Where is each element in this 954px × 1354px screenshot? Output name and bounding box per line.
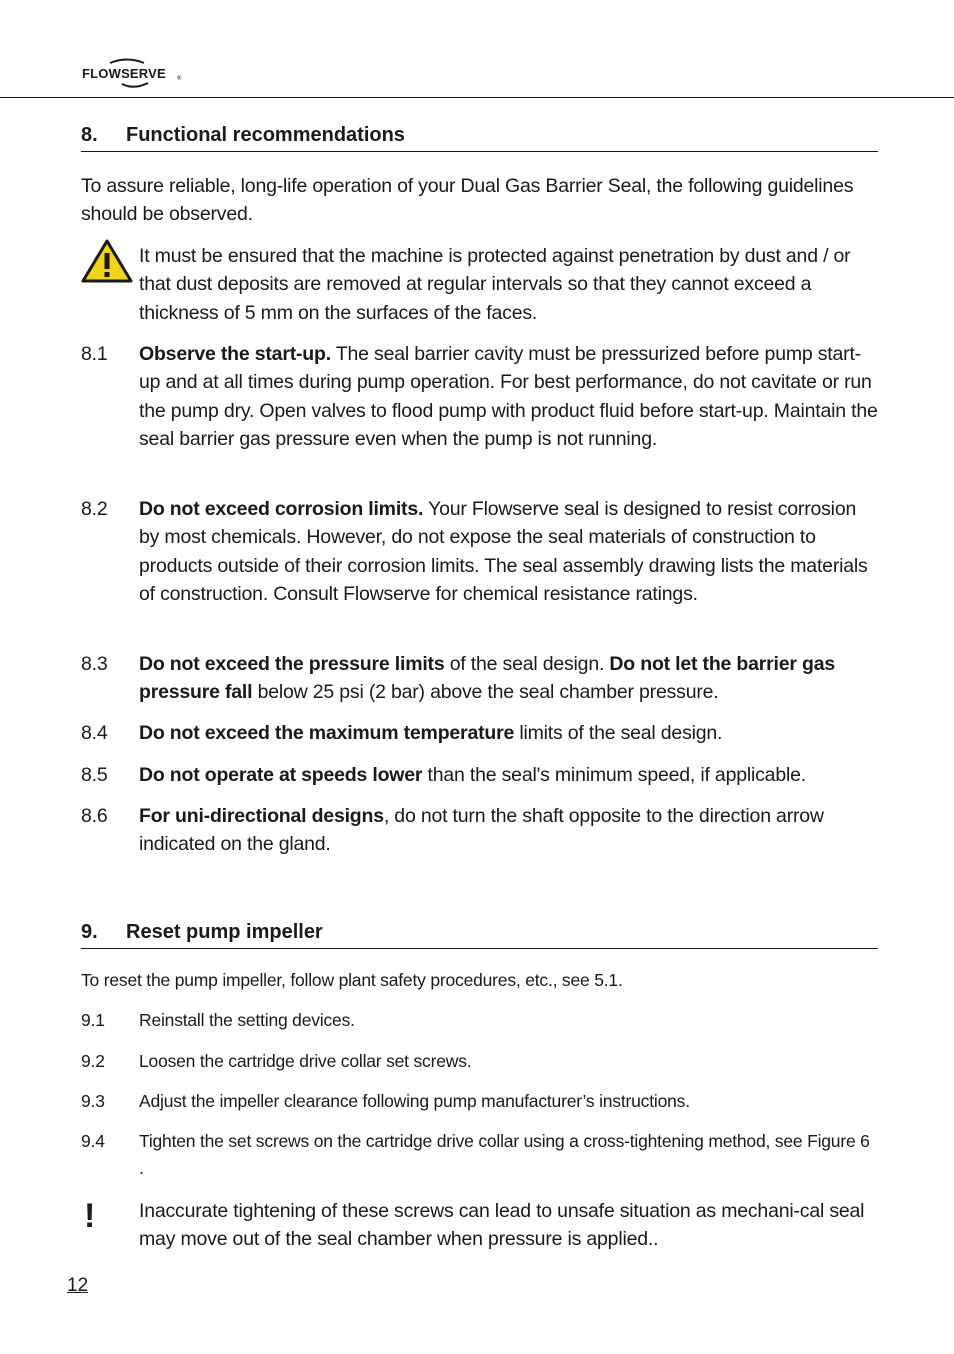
- exclamation-icon: !: [84, 1197, 96, 1235]
- section-8-heading: [81, 124, 878, 152]
- dust-warning-text: It must be ensured that the machine is protected against penetration by dust and / or that dust deposits are removed at regular intervals so that they cannot exceed a thickness of 5 mm on the surfaces of the faces.: [139, 245, 851, 324]
- list-item: [81, 1128, 878, 1182]
- item-bold: Do not exceed the pressure limits: [139, 653, 445, 675]
- dust-warning: [81, 242, 878, 327]
- item-bold: Do not exceed the maximum temperature: [139, 722, 515, 744]
- item-bold: Observe the start-up.: [139, 343, 331, 365]
- item-text: The seal barrier cavity must be pressurized before pump start-up and at all times during pump operation. For best performance, do not cavitate or run the pump dry. Open valves to flood pump with product fluid before start-up. Maintain the seal barrier gas pressure even when the pump is not running.: [139, 343, 878, 451]
- item-text: Tighten the set screws on the cartridge drive collar using a cross-tightening method, see Figure 6 .: [139, 1131, 870, 1178]
- list-item: [81, 1088, 878, 1115]
- item-number: 8.3: [81, 653, 108, 675]
- list-item: [81, 1048, 878, 1075]
- list-item: [81, 719, 878, 747]
- list-item: [81, 1007, 878, 1034]
- list-item: [81, 650, 878, 707]
- item-text: , do not turn the shaft opposite to the direction arrow indicated on the gland.: [139, 805, 824, 856]
- item-bold: For uni-directional designs: [139, 805, 384, 827]
- list-item: [81, 495, 878, 609]
- item-bold: Do not operate at speeds lower: [139, 764, 423, 786]
- section-8-intro: To assure reliable, long-life operation of your Dual Gas Barrier Seal, the following guidelines should be observed.: [81, 175, 854, 226]
- item-number: 8.5: [81, 764, 108, 786]
- item-text: Reinstall the setting devices.: [139, 1010, 355, 1030]
- item-text-2: below 25 psi (2 bar) above the seal chamber pressure.: [252, 681, 719, 704]
- item-text: Your Flowserve seal is designed to resist corrosion by most chemicals. However, do not expose the seal materials of construction to products outside of their corrosion limits. The seal assembly drawing lists the materials of construction. Consult Flowserve for chemical resistance ratings.: [139, 498, 868, 606]
- item-text: limits of the seal design.: [514, 722, 723, 744]
- caution-text: Inaccurate tightening of these screws can lead to unsafe situation as mechani-cal seal may move out of the seal chamber when pressure is applied..: [139, 1200, 865, 1251]
- section-title: Functional recommendations: [126, 124, 405, 146]
- item-text: Adjust the impeller clearance following pump manufacturer’s instructions.: [139, 1091, 690, 1111]
- list-item: [81, 802, 878, 859]
- section-9-heading: [81, 921, 878, 949]
- list-item: [81, 340, 878, 454]
- item-number: 9.3: [81, 1091, 105, 1111]
- section-title: Reset pump impeller: [126, 921, 323, 943]
- item-text: than the seal's minimum speed, if applicable.: [422, 764, 806, 786]
- logo-registered: ®: [177, 76, 182, 82]
- item-text: Loosen the cartridge drive collar set screws.: [139, 1051, 472, 1071]
- item-number: 9.1: [81, 1010, 105, 1030]
- item-bold: Do not exceed corrosion limits.: [139, 498, 424, 520]
- item-number: 8.4: [81, 722, 108, 744]
- item-number: 9.2: [81, 1051, 105, 1071]
- caution-note: [81, 1197, 878, 1254]
- section-number: 9.: [81, 921, 98, 943]
- flowserve-logo: [82, 54, 182, 92]
- item-number: 9.4: [81, 1131, 105, 1151]
- page-number: 12: [67, 1275, 89, 1296]
- item-text: of the seal design.: [444, 653, 610, 675]
- item-number: 8.6: [81, 805, 108, 827]
- list-item: [81, 761, 878, 789]
- item-number: 8.1: [81, 343, 108, 365]
- header-rule: [0, 97, 954, 98]
- item-bold-2: Do not let the barrier gas pressure fall: [139, 653, 836, 704]
- section-number: 8.: [81, 124, 98, 146]
- logo-text: FLOWSERVE: [82, 66, 166, 81]
- item-number: 8.2: [81, 498, 108, 520]
- section-9-intro: To reset the pump impeller, follow plant safety procedures, etc., see 5.1.: [81, 970, 623, 990]
